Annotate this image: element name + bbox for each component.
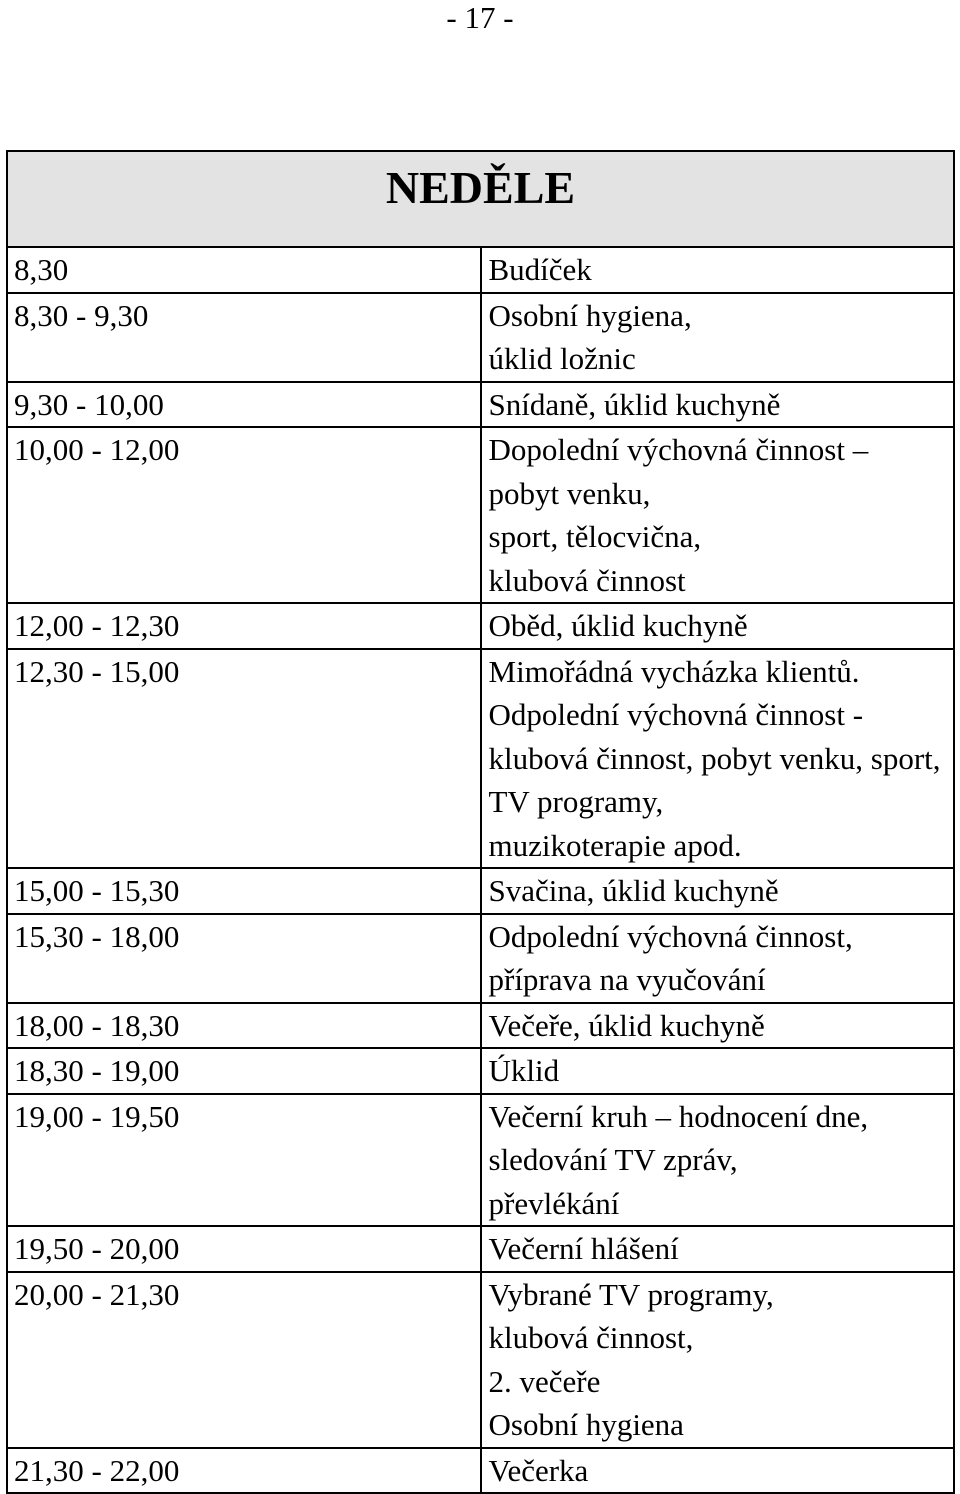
time-cell: 15,30 - 18,00 (7, 914, 481, 1003)
activity-line: Oběd, úklid kuchyně (488, 608, 748, 643)
table-row (7, 1448, 954, 1494)
activity-line: Odpolední výchovná činnost - (488, 697, 864, 732)
table-row (7, 649, 954, 869)
activity-cell (481, 868, 955, 914)
activity-line: Snídaně, úklid kuchyně (488, 386, 781, 422)
table-row (7, 1094, 954, 1227)
table-row (7, 1003, 954, 1049)
activity-cell (481, 1003, 955, 1049)
page-number: - 17 - (446, 0, 514, 35)
activity-line: sport, tělocvična, (488, 519, 702, 554)
activity-cell (481, 1272, 955, 1448)
activity-line: Mimořádná vycházka klientů. (488, 653, 860, 689)
activity-line: Budíček (488, 252, 592, 287)
time-cell: 20,00 - 21,30 (7, 1272, 481, 1448)
time-cell: 21,30 - 22,00 (7, 1448, 481, 1494)
table-row (7, 1272, 954, 1448)
activity-cell (481, 603, 955, 649)
table-row (7, 1226, 954, 1272)
activity-line: úklid ložnic (488, 341, 636, 376)
time-cell: 15,00 - 15,30 (7, 868, 481, 914)
activity-line: Večerní kruh – hodnocení dne, (488, 1098, 869, 1134)
time-cell: 9,30 - 10,00 (7, 382, 481, 428)
table-row (7, 382, 954, 428)
table-row (7, 247, 954, 293)
activity-line: Dopolední výchovná činnost – (488, 432, 869, 467)
activity-cell (481, 1094, 955, 1227)
time-cell: 19,50 - 20,00 (7, 1226, 481, 1272)
activity-line: Večeře, úklid kuchyně (488, 1007, 765, 1043)
activity-line: Odpolední výchovná činnost, (488, 918, 853, 954)
time-cell: 8,30 - 9,30 (7, 293, 481, 382)
time-cell: 18,00 - 18,30 (7, 1003, 481, 1049)
activity-cell (481, 1226, 955, 1272)
table-row (7, 914, 954, 1003)
activity-line: klubová činnost, pobyt venku, sport, (488, 740, 941, 776)
time-cell: 12,30 - 15,00 (7, 649, 481, 869)
time-cell: 10,00 - 12,00 (7, 427, 481, 603)
activity-cell (481, 1448, 955, 1494)
activity-cell (481, 427, 955, 603)
time-cell: 19,00 - 19,50 (7, 1094, 481, 1227)
activity-line: sledování TV zpráv, (488, 1142, 738, 1177)
activity-line: Osobní hygiena (488, 1407, 684, 1442)
activity-line: pobyt venku, (488, 475, 651, 511)
time-cell: 12,00 - 12,30 (7, 603, 481, 649)
title-row (7, 151, 954, 247)
activity-line: 2. večeře (488, 1363, 601, 1399)
time-cell: 8,30 (7, 247, 481, 293)
activity-line: Svačina, úklid kuchyně (488, 873, 779, 908)
time-cell: 18,30 - 19,00 (7, 1048, 481, 1094)
table-row (7, 868, 954, 914)
activity-line: klubová činnost, (488, 1320, 694, 1355)
day-title: NEDĚLE (385, 162, 576, 213)
activity-line: klubová činnost (488, 562, 686, 598)
activity-line: Vybrané TV programy, (488, 1276, 774, 1312)
activity-cell (481, 247, 955, 293)
activity-line: Večerní hlášení (488, 1231, 679, 1266)
activity-line: převlékání (488, 1185, 620, 1221)
activity-cell (481, 914, 955, 1003)
table-row (7, 603, 954, 649)
activity-line: Osobní hygiena, (488, 297, 692, 333)
activity-line: muzikoterapie apod. (488, 827, 742, 863)
activity-cell (481, 293, 955, 382)
activity-cell (481, 382, 955, 428)
table-row (7, 293, 954, 382)
activity-cell (481, 649, 955, 869)
activity-line: Úklid (488, 1053, 560, 1088)
table-row (7, 1048, 954, 1094)
table-row (7, 427, 954, 603)
activity-line: Večerka (488, 1452, 589, 1488)
activity-line: příprava na vyučování (488, 962, 766, 997)
schedule-table (6, 150, 955, 1494)
activity-line: TV programy, (488, 784, 664, 819)
activity-cell (481, 1048, 955, 1094)
day-title-cell (7, 151, 954, 247)
